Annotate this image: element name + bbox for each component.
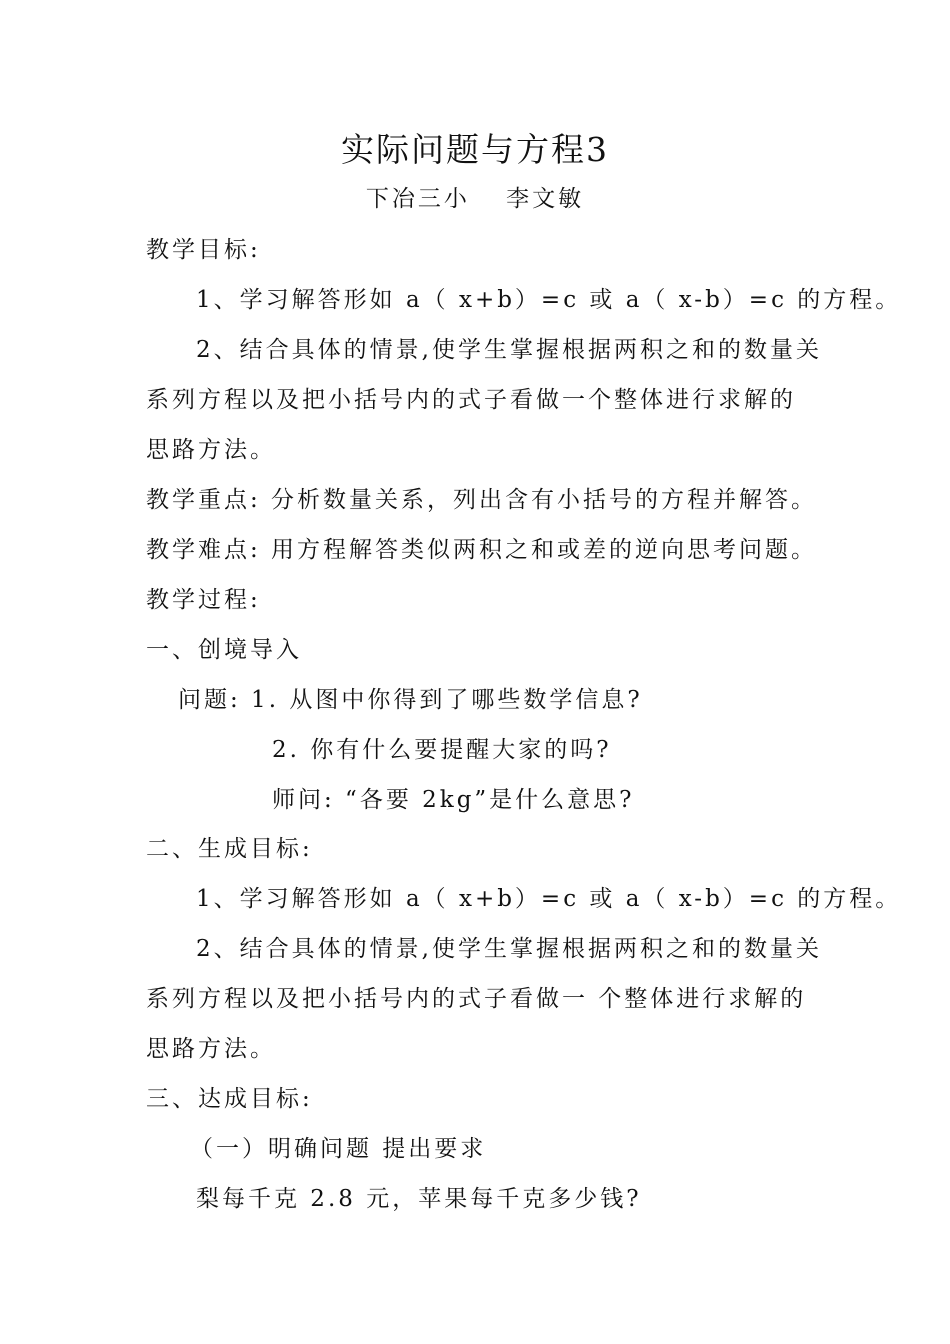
heading-teaching-process: 教学过程:	[146, 587, 261, 613]
section-1-heading: 一、创境导入	[146, 637, 302, 663]
goal-item-2-cont: 系列方程以及把小括号内的式子看做一个整体进行求解的	[146, 387, 796, 413]
document-author: 下冶三小 李文敏	[365, 186, 585, 212]
subsection-1-heading: （一）明确问题 提出要求	[190, 1136, 487, 1162]
document-title: 实际问题与方程3	[341, 130, 609, 169]
generated-goal-2-cont: 系列方程以及把小括号内的式子看做一 个整体进行求解的	[146, 986, 807, 1012]
pear-apple-problem: 梨每千克 2.8 元，苹果每千克多少钱?	[196, 1186, 642, 1212]
question-1: 问题: 1. 从图中你得到了哪些数学信息?	[178, 687, 643, 713]
generated-goal-2: 2、结合具体的情景,使学生掌握根据两积之和的数量关	[196, 936, 822, 962]
teaching-difficulty: 教学难点: 用方程解答类似两积之和或差的逆向思考问题。	[146, 537, 818, 563]
teaching-key-point: 教学重点: 分析数量关系，列出含有小括号的方程并解答。	[146, 487, 818, 513]
teacher-question: 师问: “各要 2kg”是什么意思?	[272, 787, 635, 813]
generated-goal-1: 1、学习解答形如 a（ x+b）=c 或 a（ x-b）=c 的方程。	[196, 886, 902, 912]
goal-item-2-end: 思路方法。	[146, 437, 276, 463]
question-2: 2. 你有什么要提醒大家的吗?	[272, 737, 612, 763]
section-2-heading: 二、生成目标:	[146, 836, 313, 862]
heading-teaching-goals: 教学目标:	[146, 237, 261, 263]
goal-item-2: 2、结合具体的情景,使学生掌握根据两积之和的数量关	[196, 337, 822, 363]
generated-goal-2-end: 思路方法。	[146, 1036, 276, 1062]
section-3-heading: 三、达成目标:	[146, 1086, 313, 1112]
goal-item-1: 1、学习解答形如 a（ x+b）=c 或 a（ x-b）=c 的方程。	[196, 287, 902, 313]
